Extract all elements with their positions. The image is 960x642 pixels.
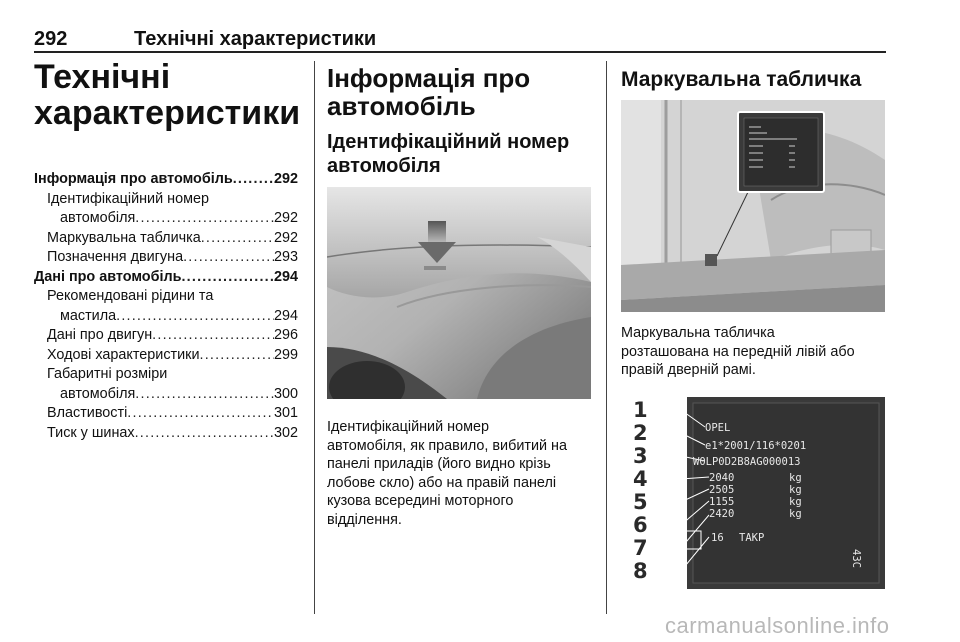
subheading-vin: Ідентифікаційний номер автомобіля <box>327 131 570 177</box>
callout-4: 4 <box>633 467 648 491</box>
toc-item-fluids[interactable]: мастила ..... 294 <box>34 307 298 327</box>
toc-item-dimensions-line1[interactable]: Габаритні розміри <box>47 366 168 382</box>
callout-7: 7 <box>633 536 648 560</box>
toc-item-vin[interactable]: автомобіля ..... 292 <box>34 209 298 229</box>
svg-text:kg: kg <box>789 484 802 496</box>
svg-text:kg: kg <box>789 508 802 520</box>
svg-text:kg: kg <box>789 472 802 484</box>
toc-item-vin-line1[interactable]: Ідентифікаційний номер <box>47 190 209 207</box>
svg-text:16: 16 <box>711 532 724 544</box>
callout-8: 8 <box>633 559 648 583</box>
svg-text:43C: 43C <box>850 549 862 568</box>
plate-vin: W0LP0D2B8AG000013 <box>693 456 801 468</box>
toc-item-tyre-pressure[interactable]: Тиск у шинах ..... 302 <box>34 424 298 444</box>
plate-brand: OPEL <box>705 422 731 434</box>
column-divider-1 <box>314 61 315 614</box>
toc-item-plate[interactable]: Маркувальна табличка ..... 292 <box>34 229 298 249</box>
plate-approval: e1*2001/116*0201 <box>705 440 807 452</box>
svg-text:1155: 1155 <box>709 496 735 508</box>
toc-section-vehicle-data[interactable]: Дані про автомобіль ..... 294 <box>34 268 298 288</box>
toc-item-fluids-line1[interactable]: Рекомендовані рідини та <box>47 288 214 304</box>
page-number: 292 <box>34 28 68 50</box>
callout-5: 5 <box>633 490 648 514</box>
callout-1: 1 <box>633 398 648 422</box>
chapter-title: Технічні характеристики <box>134 28 377 50</box>
watermark: carmanualsonline.info <box>665 613 890 638</box>
toc-item-capacities[interactable]: Властивості ..... 301 <box>34 404 298 424</box>
table-of-contents <box>34 170 298 443</box>
callout-6: 6 <box>633 513 648 537</box>
door-frame-photo <box>621 100 885 312</box>
column-divider-2 <box>606 61 607 614</box>
header-rule <box>34 51 886 53</box>
svg-text:2420: 2420 <box>709 508 735 520</box>
identification-plate-diagram <box>621 389 885 601</box>
svg-text:2040: 2040 <box>709 472 735 484</box>
svg-text:TAKP: TAKP <box>739 532 765 544</box>
chapter-heading: Технічні характеристики <box>34 58 301 132</box>
plate-description: Маркувальна табличка розташована на передній лівій або правій дверній рамі. <box>621 325 855 379</box>
subheading-plate: Маркувальна табличка <box>621 68 862 91</box>
toc-section-vehicle-info[interactable]: Інформація про автомобіль ..... 292 <box>34 170 298 190</box>
svg-text:2505: 2505 <box>709 484 735 496</box>
toc-item-engine-data[interactable]: Дані про двигун ..... 296 <box>34 326 298 346</box>
toc-item-dimensions[interactable]: автомобіля ..... 300 <box>34 385 298 405</box>
toc-item-engine-code[interactable]: Позначення двигуна ..... 293 <box>34 248 298 268</box>
callout-2: 2 <box>633 421 648 445</box>
callout-3: 3 <box>633 444 648 468</box>
vin-description: Ідентифікаційний номер автомобіля, як правило, вибитий на панелі приладів (його видно крізь лобове скло) або на правій панелі кузова всередині моторного відділення. <box>327 419 567 528</box>
vin-location-photo <box>327 187 591 399</box>
toc-item-performance[interactable]: Ходові характеристики ..... 299 <box>34 346 298 366</box>
section-heading-vehicle-info: Інформація про автомобіль <box>327 63 531 121</box>
svg-text:kg: kg <box>789 496 802 508</box>
page-header <box>34 28 886 50</box>
